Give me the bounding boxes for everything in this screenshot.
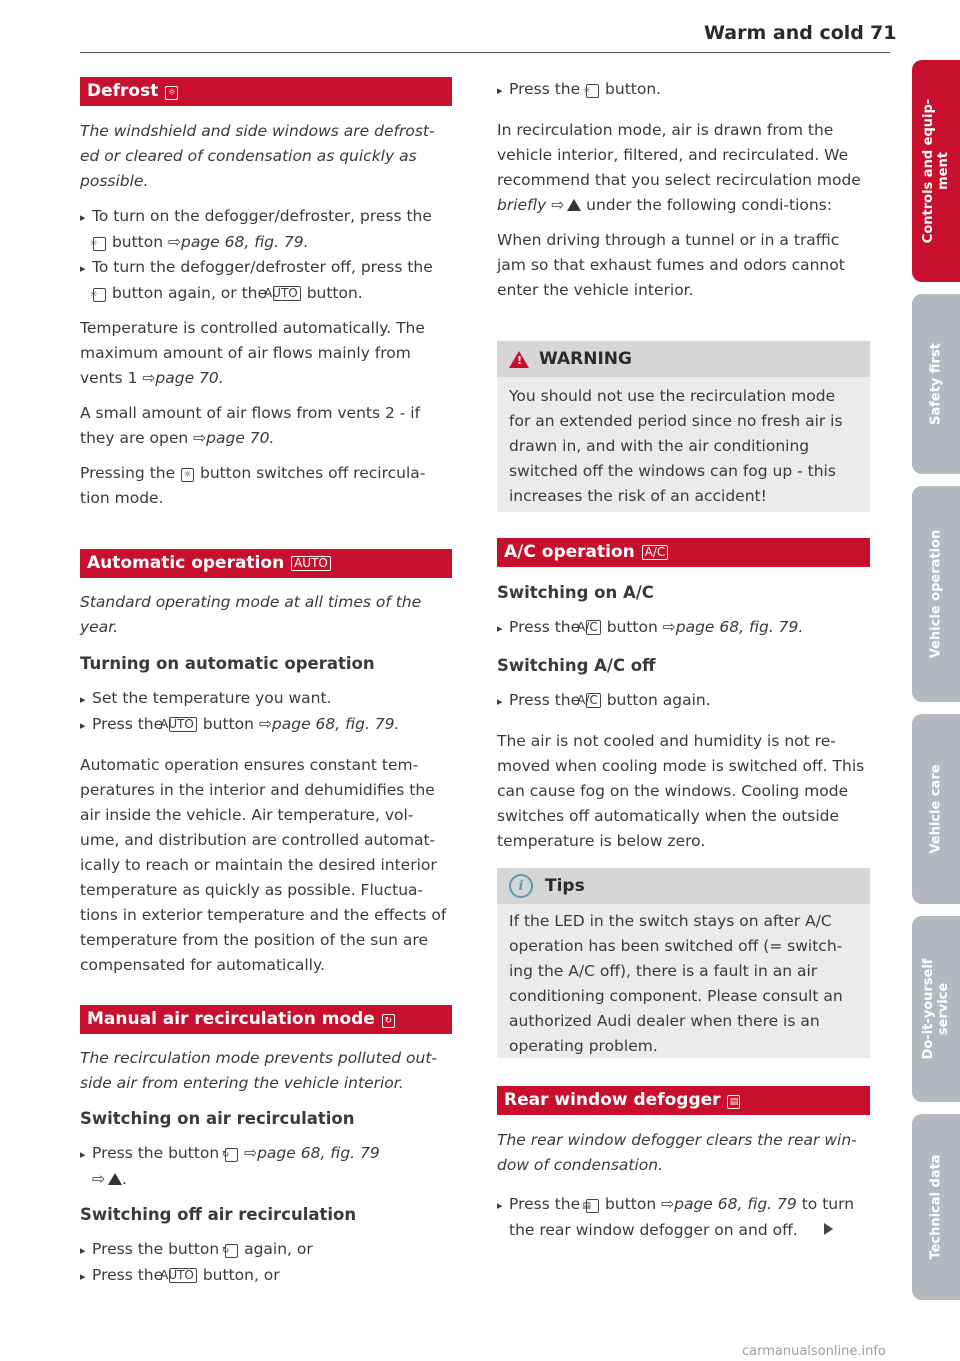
recirculation-para-2: When driving through a tunnel or in a traffic jam so that exhaust fumes and odors cannot enter the vehicle interior.: [497, 231, 845, 299]
tips-header: i Tips: [497, 868, 870, 904]
recirculation-para-1: In recirculation mode, air is drawn from the vehicle interior, filtered, and recirculated. We recommend that you select recirculation mode briefly ⇨ under the following condi-tions:: [497, 121, 861, 214]
auto-key: AUTO: [169, 1268, 197, 1283]
section-heading-ac-operation: A/C operation A/C: [497, 538, 870, 567]
tab-label: Do-it-yourself service: [921, 958, 951, 1060]
manual-subheading-off: Switching off air recirculation: [80, 1205, 357, 1224]
auto-key: AUTO: [273, 286, 301, 301]
ac-para: The air is not cooled and humidity is not re-moved when cooling mode is switched off. This can cause fog on the windows. Cooling mode switches off automatically when the outside temperature is below zero.: [497, 732, 865, 850]
page-number: 71: [870, 22, 897, 44]
defrost-para-2: A small amount of air flows from vents 2 - if they are open ⇨page 70.: [80, 404, 421, 447]
tab-label: Controls and equip- ment: [921, 98, 951, 244]
warning-header: ! WARNING: [497, 341, 870, 377]
ac-step-on: ▸ Press the A/C button ⇨page 68, fig. 79.: [497, 615, 870, 641]
manual-intro: The recirculation mode prevents polluted out-side air from entering the vehicle interior.: [80, 1049, 437, 1092]
defrost-step-2: ▸ To turn the defogger/defroster off, press the ☼ button again, or the AUTO button.: [80, 255, 452, 306]
automatic-para: Automatic operation ensures constant tem-peratures in the interior and dehumidifies the air inside the vehicle. Air temperature, vol-ume, and distribution are controlled automat-ically to reach or maintain the desired interior temperature as quickly as possible. Fluctua-tions in exterior temperature and the effects of temperature from the position of the sun are compensated for automatically.: [80, 756, 447, 974]
continue-arrow-icon: [824, 1223, 833, 1235]
tab-label: Vehicle operation: [928, 529, 944, 659]
manual-subheading-on: Switching on air recirculation: [80, 1109, 355, 1128]
tab-label: Safety first: [928, 343, 944, 425]
rear-defogger-intro: The rear window defogger clears the rear win-dow of condensation.: [497, 1131, 857, 1174]
recirculation-icon: ↻: [382, 1014, 395, 1028]
rear-defogger-icon: ▤: [586, 1199, 599, 1213]
defrost-icon: ☼: [93, 237, 106, 251]
defrost-icon: ☼: [93, 288, 106, 302]
ac-step-off: ▸ Press the A/C button again.: [497, 688, 870, 714]
tips-text: If the LED in the switch stays on after A/C operation has been switched off (= switch-ing the A/C off), there is a fault in an air conditioning component. Please consult an authorized Audi dealer when there is an operating problem.: [509, 912, 843, 1055]
section-heading-automatic-operation: Automatic operation AUTO: [80, 549, 452, 578]
defrost-step-1: ▸ To turn on the defogger/defroster, press the ☼ button ⇨page 68, fig. 79.: [80, 204, 452, 255]
warning-triangle-icon: [567, 199, 581, 211]
tab-safety-first[interactable]: [912, 294, 960, 474]
running-header-title: Warm and cold: [704, 22, 864, 44]
ac-key: A/C: [586, 620, 601, 635]
tab-do-it-yourself-service[interactable]: [912, 916, 960, 1102]
manual-step-on: ▸ Press the button ↻ ⇨page 68, fig. 79 ⇨ .: [80, 1141, 452, 1192]
tab-vehicle-operation[interactable]: [912, 486, 960, 702]
recirculation-step: ▸ Press the ☼ button.: [497, 77, 870, 103]
recirculation-icon: ↻: [225, 1244, 238, 1258]
section-heading-manual-recirculation: Manual air recirculation mode ↻: [80, 1005, 452, 1034]
auto-key: AUTO: [291, 556, 331, 571]
manual-section: [80, 1046, 452, 1289]
info-icon: i: [509, 874, 533, 898]
defrost-para-3: Pressing the ☼ button switches off recircula-tion mode.: [80, 464, 426, 507]
tab-controls-and-equipment[interactable]: [912, 60, 960, 282]
ac-section: [497, 580, 870, 854]
rear-defogger-step: ▸ Press the ▤ button ⇨page 68, fig. 79 to turn the rear window defogger on and off.: [497, 1192, 870, 1243]
auto-key: AUTO: [169, 717, 197, 732]
recirculation-continued: [497, 77, 870, 303]
defrost-intro: The windshield and side windows are defrost-ed or cleared of condensation as quickly as possible.: [80, 122, 435, 190]
defrost-section: [80, 119, 452, 511]
defrost-icon: ☼: [181, 468, 194, 482]
warning-icon: [509, 351, 529, 368]
recirculation-icon: ↻: [225, 1148, 238, 1162]
defrost-icon: ☼: [586, 84, 599, 98]
rear-defogger-section: [497, 1128, 870, 1243]
tips-box: [497, 868, 870, 1058]
tab-vehicle-care[interactable]: [912, 714, 960, 904]
tab-label: Technical data: [928, 1154, 944, 1260]
section-heading-rear-window-defogger: Rear window defogger ▤: [497, 1086, 870, 1115]
warning-box: [497, 341, 870, 512]
automatic-step-2: ▸ Press the AUTO button ⇨page 68, fig. 79.: [80, 712, 452, 738]
ac-subheading-on: Switching on A/C: [497, 583, 654, 602]
automatic-intro: Standard operating mode at all times of the year.: [80, 593, 422, 636]
header-rule: [80, 52, 890, 53]
tab-label: Vehicle care: [928, 764, 944, 854]
automatic-subheading: Turning on automatic operation: [80, 654, 375, 673]
ac-key: A/C: [586, 693, 601, 708]
automatic-section: [80, 590, 452, 978]
watermark: carmanualsonline.info: [742, 1344, 886, 1359]
warning-text: You should not use the recirculation mode for an extended period since no fresh air is drawn in, and with the air conditioning switched off the windows can fog up - this increases the risk of an accident!: [509, 387, 843, 505]
manual-step-off-1: ▸ Press the button ↻ again, or: [80, 1237, 452, 1263]
defrost-icon: ☼: [165, 86, 178, 100]
warning-triangle-icon: [108, 1173, 122, 1185]
rear-defogger-icon: ▤: [727, 1095, 740, 1109]
defrost-para-1: Temperature is controlled automatically. The maximum amount of air flows mainly from vents 1 ⇨page 70.: [80, 319, 425, 387]
ac-key: A/C: [642, 545, 669, 560]
automatic-step-1: ▸ Set the temperature you want.: [80, 686, 452, 712]
manual-step-off-2: ▸ Press the AUTO button, or: [80, 1263, 452, 1289]
section-heading-defrost: Defrost ☼: [80, 77, 452, 106]
ac-subheading-off: Switching A/C off: [497, 656, 656, 675]
tab-technical-data[interactable]: [912, 1114, 960, 1300]
